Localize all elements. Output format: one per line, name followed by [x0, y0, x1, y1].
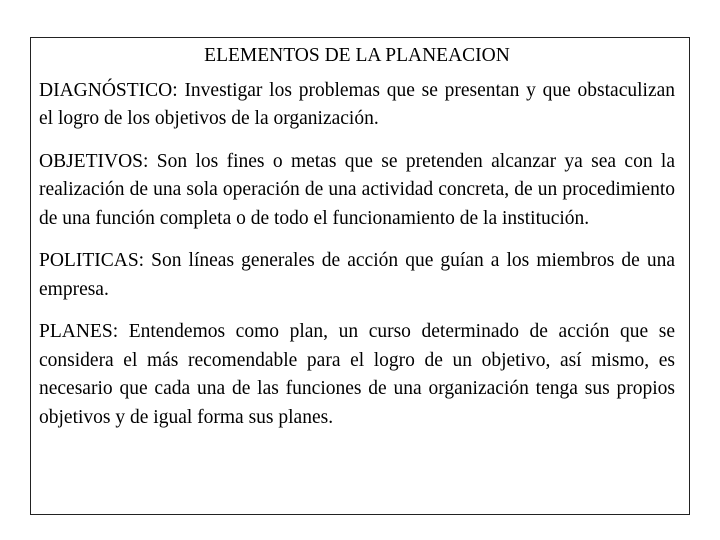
section-separator: : — [138, 250, 145, 271]
section-planes — [39, 318, 675, 432]
section-text: Entendemos como plan, un curso determinado de acción que se considera el más recomendable para el logro de un objetivo, así mismo, es necesario que cada una de las funciones de una organización tenga sus propios objetivos y de igual forma sus planes. — [39, 321, 675, 428]
section-term: DIAGNÓSTICO — [39, 79, 173, 101]
section-separator: : — [172, 79, 178, 101]
section-politicas — [39, 247, 675, 304]
section-objetivos — [39, 148, 675, 234]
section-separator: : — [143, 150, 149, 172]
section-separator: : — [112, 321, 119, 342]
section-diagnostico — [39, 77, 675, 134]
section-text: Son los fines o metas que se pretenden alcanzar ya sea con la realización de una sola operación de una actividad concreta, de un procedimiento de una función completa o de todo el funcionamiento de la institución. — [39, 150, 675, 229]
section-text: Son líneas generales de acción que guían a los miembros de una empresa. — [39, 250, 675, 300]
document-title: ELEMENTOS DE LA PLANEACION — [204, 45, 510, 66]
section-term: PLANES — [39, 321, 113, 342]
section-text: Investigar los problemas que se presentan y que obstaculizan el logro de los objetivos de la organización. — [39, 79, 675, 129]
content-box — [30, 37, 690, 515]
section-term: POLITICAS — [39, 250, 139, 271]
section-term: OBJETIVOS — [39, 150, 144, 172]
